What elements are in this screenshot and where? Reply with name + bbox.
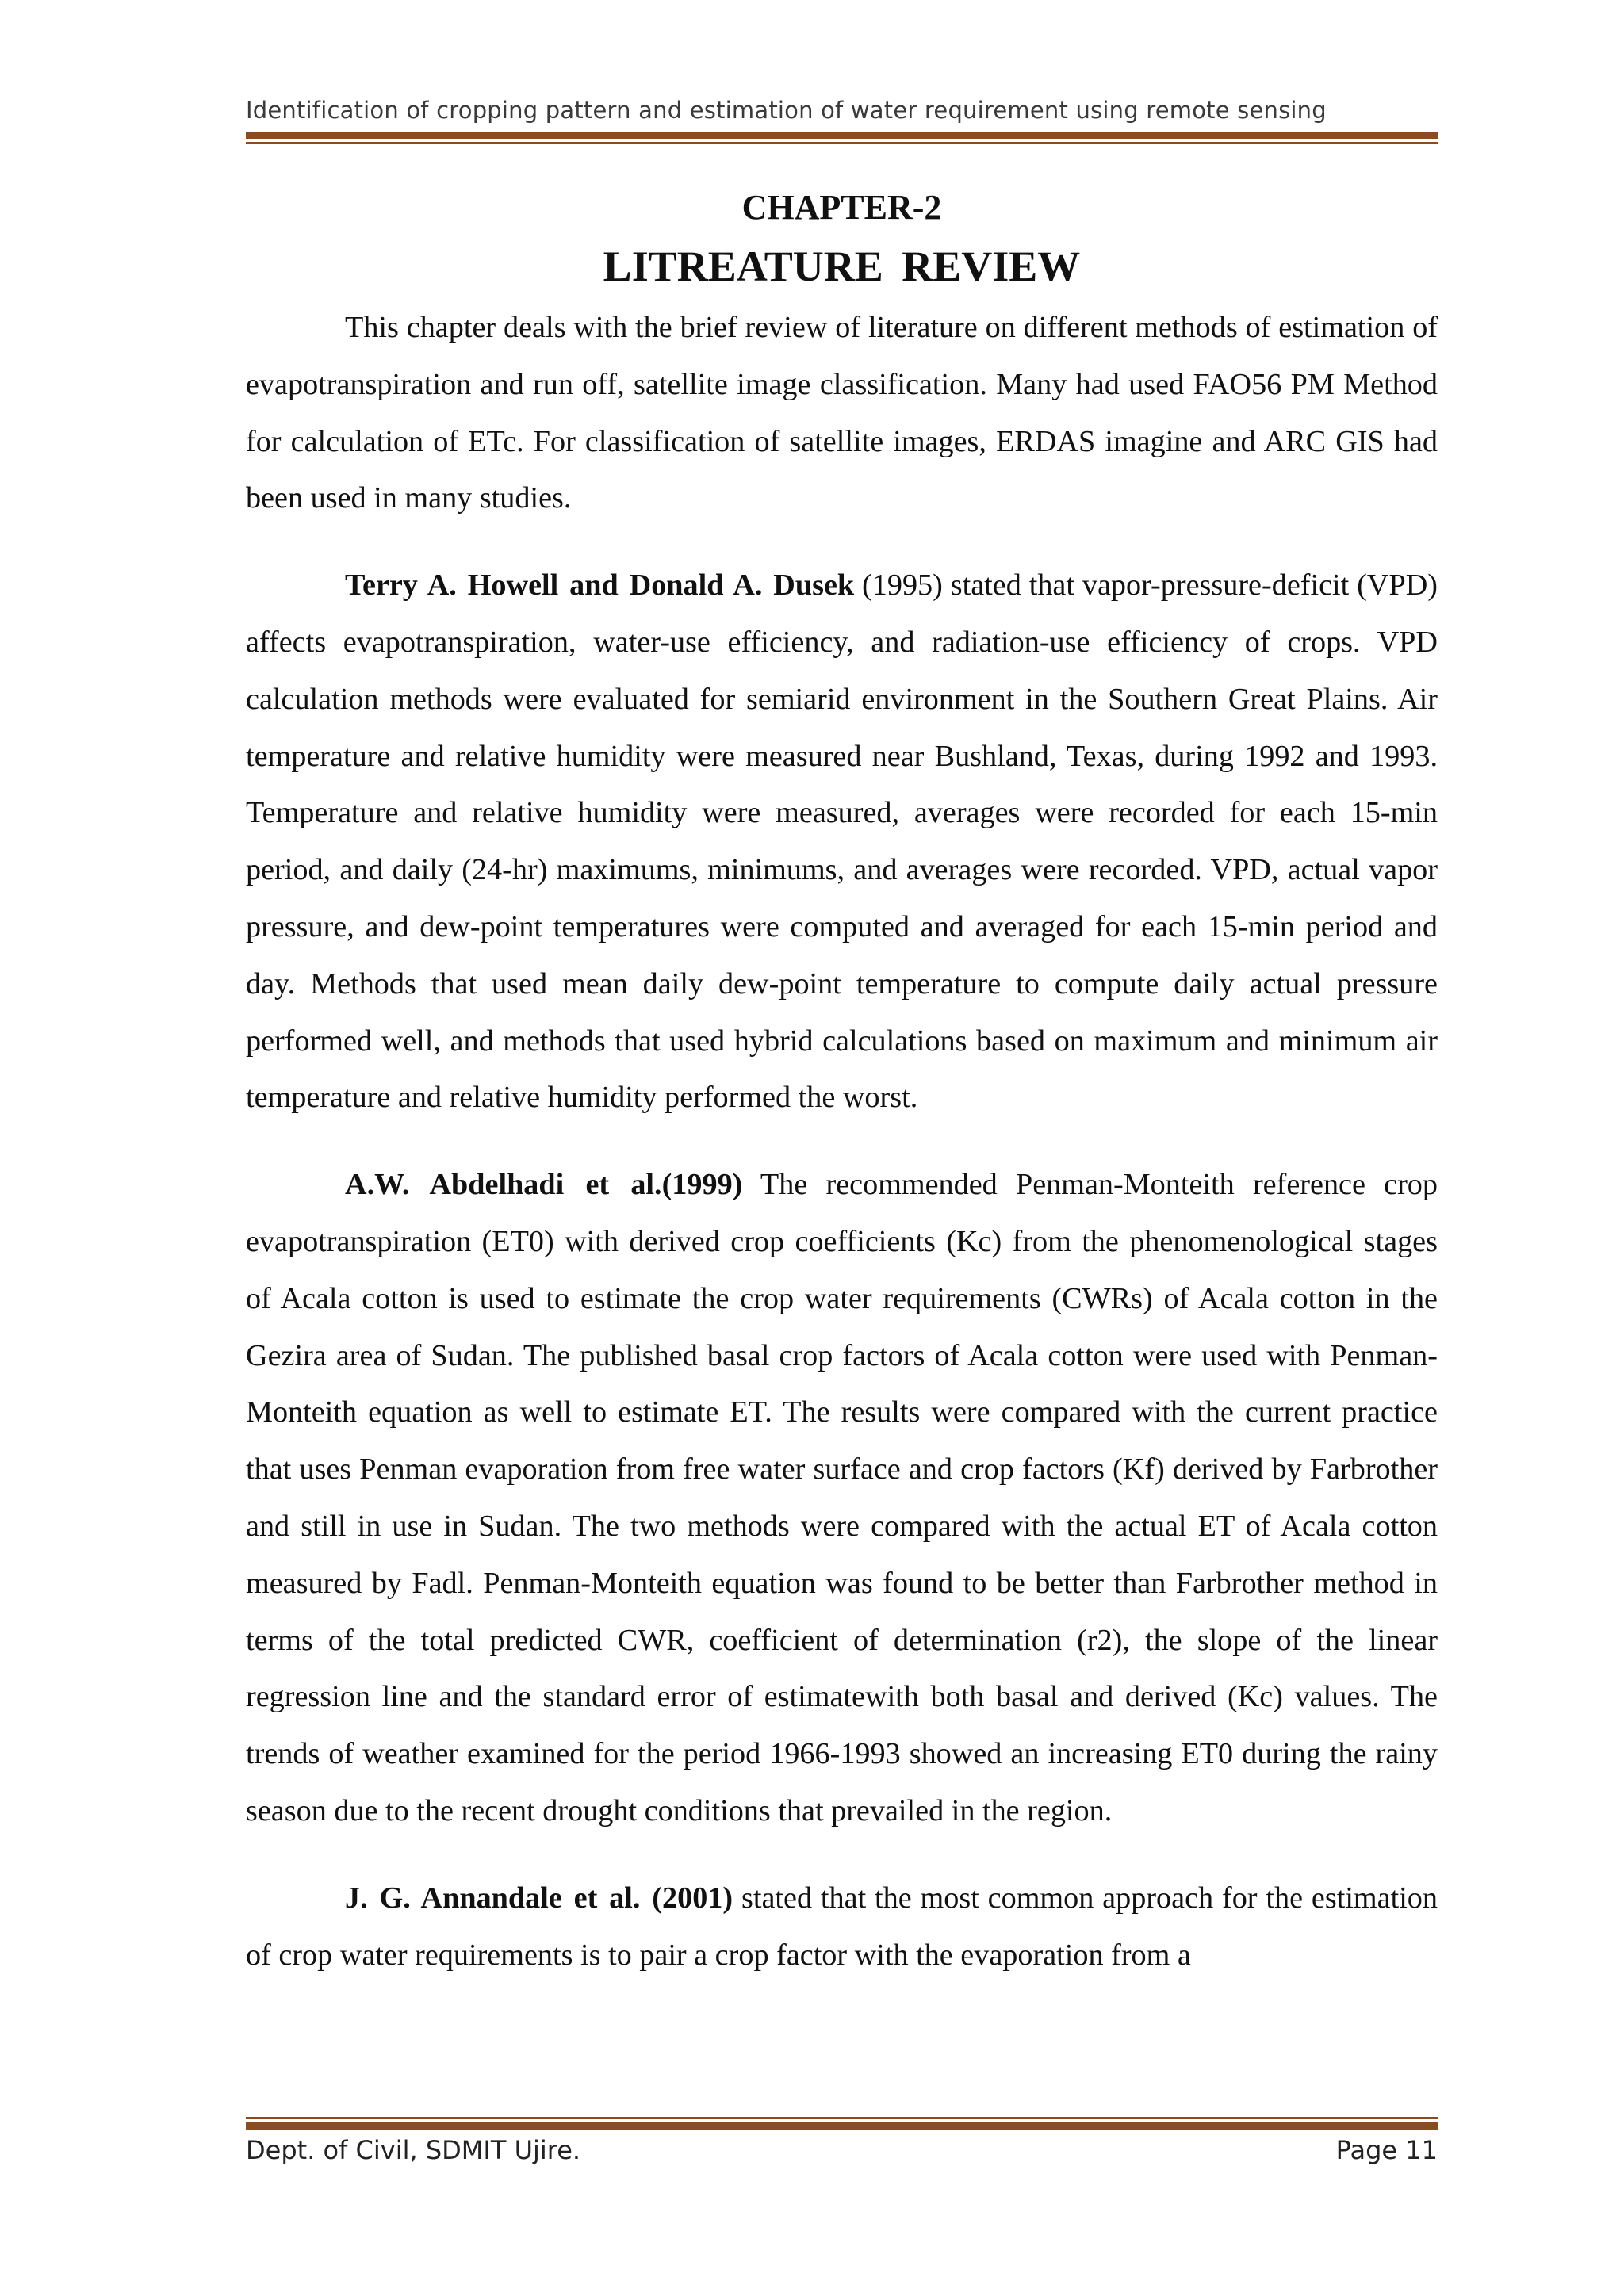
footer-rule-thick <box>246 2122 1438 2130</box>
paragraph-text: The recommended Penman-Monteith reference crop evapotranspiration (ET0) with derived crop coefficients (Kc) from the phenomenological stages of Acala cotton is used to estimate the crop water requirements (CWRs) of Acala cotton in the Gezira area of Sudan. The published basal crop factors of Acala cotton were used with Penman-Monteith equation as well to estimate ET. The results were compared with the current practice that uses Penman evaporation from free water surface and crop factors (Kf) derived by Farbrother and still in use in Sudan. The two methods were compared with the actual ET of Acala cotton measured by Fadl. Penman-Monteith equation was found to be better than Farbrother method in terms of the total predicted CWR, coefficient of determination (r2), the slope of the linear regression line and the standard error of estimatewith both basal and derived (Kc) values. The trends of weather examined for the period 1966-1993 showed an increasing ET0 during the rainy season due to the recent drought conditions that prevailed in the region. <box>246 1168 1438 1827</box>
paragraph-abdelhadi <box>246 1157 1438 1840</box>
paragraph-text: stated that the most common approach for the estimation of crop water requirements is to pair a crop factor with the evaporation from a <box>246 1881 1438 1972</box>
header-rule-thin <box>246 142 1438 144</box>
chapter-title: LITREATURE REVIEW <box>603 243 1081 290</box>
footer-department: Dept. of Civil, SDMIT Ujire. <box>246 2135 581 2165</box>
reference-author: Terry A. Howell and Donald A. Dusek <box>345 568 855 603</box>
paragraph-text: (1995) stated that vapor-pressure-deficit (VPD) affects evapotranspiration, water-use efficiency, and radiation-use efficiency of crops. VPD calculation methods were evaluated for semiarid environment in the Southern Great Plains. Air temperature and relative humidity were measured near Bushland, Texas, during 1992 and 1993. Temperature and relative humidity were measured, averages were recorded for each 15-min period, and daily (24-hr) maximums, minimums, and averages were recorded. VPD, actual vapor pressure, and dew-point temperatures were computed and averaged for each 15-min period and day. Methods that used mean daily dew-point temperature to compute daily actual pressure performed well, and methods that used hybrid calculations based on maximum and minimum air temperature and relative humidity performed the worst. <box>246 568 1438 1115</box>
paragraph-text: This chapter deals with the brief review of literature on different methods of estimation of evapotranspiration and run off, satellite image classification. Many had used FAO56 PM Method for calculation of ETc. For classification of satellite images, ERDAS imagine and ARC GIS had been used in many studies. <box>246 311 1438 515</box>
reference-author: A.W. Abdelhadi et al.(1999) <box>345 1168 743 1202</box>
footer-page-number: Page 11 <box>1335 2135 1438 2165</box>
main-content <box>246 174 1438 1984</box>
chapter-label: CHAPTER-2 <box>741 188 942 227</box>
paragraph-annandale <box>246 1870 1438 1984</box>
header-rule <box>246 132 1438 144</box>
running-header: Identification of cropping pattern and estimation of water requirement using remote sensing <box>246 97 1327 124</box>
footer-rule <box>246 2117 1438 2130</box>
header-rule-thick <box>246 132 1438 139</box>
paragraph-howell-dusek <box>246 557 1438 1127</box>
reference-author: J. G. Annandale et al. (2001) <box>345 1881 733 1915</box>
footer-rule-thin <box>246 2117 1438 2119</box>
paragraph-intro <box>246 300 1438 527</box>
